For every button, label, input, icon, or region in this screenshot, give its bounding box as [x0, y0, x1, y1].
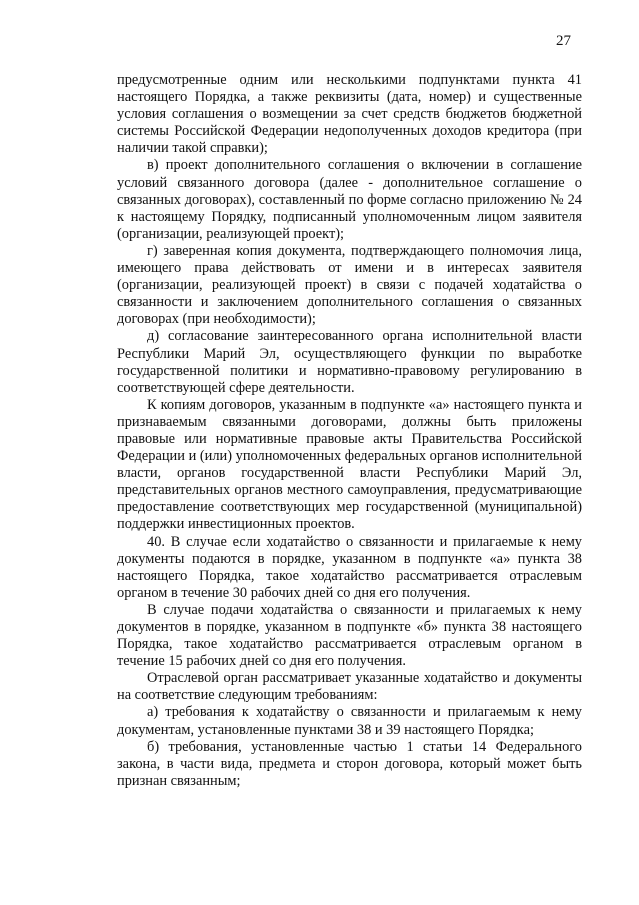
paragraph: К копиям договоров, указанным в подпункте «а» настоящего пункта и признаваемым связанными договорами, должны быть приложены правовые или нормативные правовые акты Правительства Российской Федерации и (или) уполномоченных федеральных органов исполнительной власти, органов государственной власти Республики Марий Эл, представительных органов местного самоуправления, предусматривающие предоставление соответствующих мер государственной (муниципальной) поддержки инвестиционных проектов. — [117, 396, 582, 533]
page-number: 27 — [556, 33, 571, 49]
paragraph: 40. В случае если ходатайство о связанности и прилагаемые к нему документы подаются в порядке, указанном в подпункте «а» пункта 38 настоящего Порядка, такое ходатайство рассматривается отраслевым органом в течение 30 рабочих дней со дня его получения. — [117, 533, 582, 601]
paragraph: в) проект дополнительного соглашения о включении в соглашение условий связанного договора (далее - дополнительное соглашение о связанных договорах), составленный по форме согласно приложению № 24 к настоящему Порядку, подписанный уполномоченным лицом заявителя (организации, реализующей проект); — [117, 157, 582, 242]
paragraph: В случае подачи ходатайства о связанности и прилагаемых к нему документов в порядке, указанном в подпункте «б» пункта 38 настоящего Порядка, такое ходатайство рассматривается отраслевым органом в течение 15 рабочих дней со дня его получения. — [117, 601, 582, 670]
paragraph: б) требования, установленные частью 1 статьи 14 Федерального закона, в части вида, предмета и сторон договора, который может быть признан связанным; — [117, 738, 582, 789]
paragraph: а) требования к ходатайству о связанности и прилагаемым к нему документам, установленные пунктами 38 и 39 настоящего Порядка; — [117, 704, 582, 738]
paragraph: г) заверенная копия документа, подтверждающего полномочия лица, имеющего права действовать от имени и в интересах заявителя (организации, реализующей проект) в связи с подачей ходатайства о связанности и заключением дополнительного соглашения о связанных договорах (при необходимости); — [117, 242, 582, 328]
paragraph: д) согласование заинтересованного органа исполнительной власти Республики Марий Эл, осуществляющего функции по выработке государственной политики и нормативно-правовому регулированию в соответствующей сфере деятельности. — [117, 328, 582, 396]
paragraph: Отраслевой орган рассматривает указанные ходатайство и документы на соответствие следующим требованиям: — [117, 670, 582, 704]
body-text — [117, 72, 582, 790]
paragraph: предусмотренные одним или несколькими подпунктами пункта 41 настоящего Порядка, а также реквизиты (дата, номер) и существенные условия соглашения о возмещении за счет средств бюджетов бюджетной системы Российской Федерации недополученных доходов кредитора (при наличии такой справки); — [117, 72, 582, 157]
